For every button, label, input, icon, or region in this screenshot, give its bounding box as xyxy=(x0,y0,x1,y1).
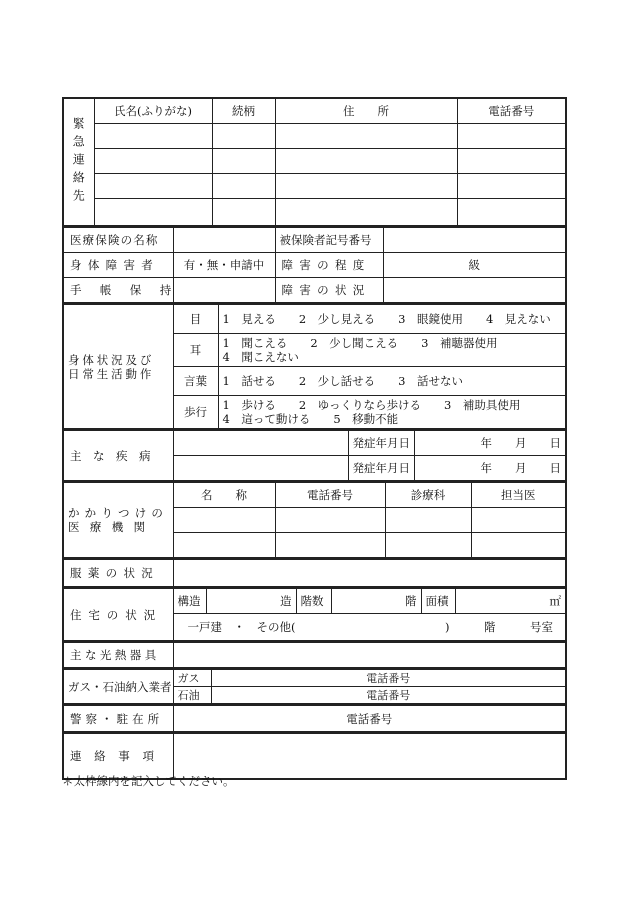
clinic-name-field[interactable] xyxy=(173,533,275,559)
housing-section xyxy=(62,588,567,642)
disease-field[interactable] xyxy=(173,431,348,456)
phone-field[interactable] xyxy=(457,124,566,149)
disability-status[interactable]: 有・無・申請中 xyxy=(173,253,275,278)
speech-options[interactable]: 1 話せる 2 少し話せる 3 話せない xyxy=(218,367,566,396)
gas-label: ガス xyxy=(173,670,211,687)
heating-field[interactable] xyxy=(173,643,566,669)
adl-label: 身体状況及び 日常生活動作 xyxy=(63,305,173,430)
registration-form xyxy=(62,97,567,780)
clinic-name-field[interactable] xyxy=(173,508,275,533)
clinic-doctor-field[interactable] xyxy=(471,508,566,533)
clinic-section xyxy=(62,482,567,559)
onset-date-field[interactable]: 年 月 日 xyxy=(414,456,566,482)
footnote: ＊太枠線内を記入してください。 xyxy=(62,774,235,788)
handbook-label: 手帳保持 xyxy=(63,278,173,304)
relation-field[interactable] xyxy=(212,174,275,199)
address-field[interactable] xyxy=(275,124,457,149)
housing-label: 住宅の状況 xyxy=(63,589,173,642)
insurance-name-label: 医療保険の名称 xyxy=(63,228,173,253)
phone-field[interactable] xyxy=(457,174,566,199)
gas-phone-field[interactable]: 電話番号 xyxy=(211,670,566,687)
clinic-label: かかりつけの 医療機関 xyxy=(63,483,173,559)
relation-field[interactable] xyxy=(212,124,275,149)
phone-field[interactable] xyxy=(457,149,566,174)
police-phone-field[interactable]: 電話番号 xyxy=(173,706,566,733)
insurance-section xyxy=(62,227,567,304)
speech-label: 言葉 xyxy=(173,367,218,396)
onset-date-field[interactable]: 年 月 日 xyxy=(414,431,566,456)
name-field[interactable] xyxy=(94,199,212,227)
emergency-contact-section xyxy=(62,97,567,227)
eye-label: 目 xyxy=(173,305,218,334)
structure-field[interactable]: 造 xyxy=(206,589,296,614)
phone-field[interactable] xyxy=(457,199,566,227)
police-section xyxy=(62,705,567,733)
medication-label: 服薬の状況 xyxy=(63,560,173,588)
fuel-supplier-label: ガス・石油納入業者 xyxy=(63,670,173,705)
walk-options[interactable]: 1 歩ける 2 ゆっくりなら歩ける 3 補助具使用 4 這って動ける 5 移動不能 xyxy=(218,396,566,430)
police-label: 警察・駐在所 xyxy=(63,706,173,733)
clinic-dept-field[interactable] xyxy=(385,508,471,533)
name-field[interactable] xyxy=(94,124,212,149)
disability-label: 身体障害者 xyxy=(63,253,173,278)
heating-section xyxy=(62,642,567,669)
medication-field[interactable] xyxy=(173,560,566,588)
clinic-doctor-field[interactable] xyxy=(471,533,566,559)
area-field[interactable]: ㎡ xyxy=(455,589,566,614)
clinic-col-name: 名 称 xyxy=(173,483,275,508)
col-relation-header: 続柄 xyxy=(212,98,275,124)
housing-type-field[interactable]: 一戸建 ・ その他( ) 階 号室 xyxy=(173,614,566,642)
medication-section xyxy=(62,559,567,588)
clinic-phone-field[interactable] xyxy=(275,533,385,559)
clinic-col-phone: 電話番号 xyxy=(275,483,385,508)
structure-label: 構造 xyxy=(173,589,206,614)
relation-field[interactable] xyxy=(212,149,275,174)
disease-label: 主な疾病 xyxy=(63,431,173,482)
onset-label: 発症年月日 xyxy=(348,431,414,456)
disease-field[interactable] xyxy=(173,456,348,482)
emergency-row xyxy=(63,174,566,199)
onset-label: 発症年月日 xyxy=(348,456,414,482)
address-field[interactable] xyxy=(275,149,457,174)
clinic-col-doctor: 担当医 xyxy=(471,483,566,508)
clinic-col-dept: 診療科 xyxy=(385,483,471,508)
relation-field[interactable] xyxy=(212,199,275,227)
contact-notes-label: 連絡事項 xyxy=(63,734,173,780)
disability-degree-field[interactable]: 級 xyxy=(383,253,566,278)
clinic-phone-field[interactable] xyxy=(275,508,385,533)
eye-options[interactable]: 1 見える 2 少し見える 3 眼鏡使用 4 見えない xyxy=(218,305,566,334)
disease-section xyxy=(62,430,567,482)
disability-state-field[interactable] xyxy=(383,278,566,304)
insured-number-field[interactable] xyxy=(383,228,566,253)
oil-phone-field[interactable]: 電話番号 xyxy=(211,687,566,705)
col-name-header: 氏名(ふりがな) xyxy=(94,98,212,124)
emergency-contact-label: 緊急連絡先 xyxy=(63,98,94,226)
walk-label: 歩行 xyxy=(173,396,218,430)
name-field[interactable] xyxy=(94,149,212,174)
insurance-name-field[interactable] xyxy=(173,228,275,253)
emergency-row xyxy=(63,124,566,149)
fuel-supplier-section xyxy=(62,669,567,705)
emergency-row xyxy=(63,149,566,174)
area-label: 面積 xyxy=(421,589,455,614)
ear-options[interactable]: 1 聞こえる 2 少し聞こえる 3 補聴器使用 4 聞こえない xyxy=(218,334,566,367)
col-address-header: 住 所 xyxy=(275,98,457,124)
disability-state-label: 障害の状況 xyxy=(275,278,383,304)
address-field[interactable] xyxy=(275,174,457,199)
insured-number-label: 被保険者記号番号 xyxy=(275,228,383,253)
address-field[interactable] xyxy=(275,199,457,227)
col-phone-header: 電話番号 xyxy=(457,98,566,124)
adl-section xyxy=(62,304,567,430)
heating-label: 主な光熱器具 xyxy=(63,643,173,669)
oil-label: 石油 xyxy=(173,687,211,705)
floors-label: 階数 xyxy=(296,589,331,614)
disability-degree-label: 障害の程度 xyxy=(275,253,383,278)
emergency-row xyxy=(63,199,566,227)
clinic-dept-field[interactable] xyxy=(385,533,471,559)
floors-field[interactable]: 階 xyxy=(331,589,421,614)
ear-label: 耳 xyxy=(173,334,218,367)
name-field[interactable] xyxy=(94,174,212,199)
